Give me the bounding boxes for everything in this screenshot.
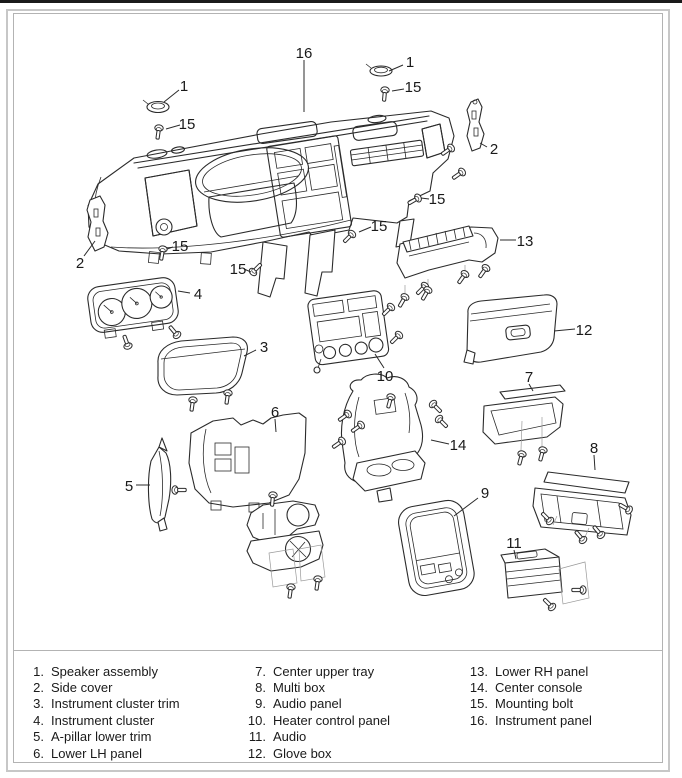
- legend-item: [20, 680, 180, 696]
- legend-item: [464, 664, 592, 680]
- callout-4: 4: [193, 286, 203, 303]
- callout-12: 12: [575, 322, 593, 339]
- part-14-center-console: [341, 374, 425, 502]
- legend-item-label: Glove box: [273, 745, 332, 761]
- legend-item: [242, 713, 390, 729]
- legend-item-number: 3.: [33, 696, 44, 712]
- legend-item-number: 10.: [247, 712, 266, 728]
- legend-item-label: A-pillar lower trim: [51, 729, 152, 745]
- callout-15: 15: [428, 191, 446, 208]
- legend-item-label: Instrument cluster trim: [51, 696, 180, 712]
- callout-14: 14: [449, 437, 467, 454]
- callout-15: 15: [404, 79, 422, 96]
- callout-11: 11: [506, 535, 522, 552]
- legend-item-label: Center console: [495, 679, 583, 695]
- callout-15: 15: [370, 218, 388, 235]
- legend-item-number: 2.: [33, 679, 44, 695]
- legend: [13, 651, 663, 763]
- legend-item-label: Audio: [273, 729, 307, 745]
- callout-2: 2: [75, 255, 85, 272]
- legend-item-label: Side cover: [51, 679, 113, 695]
- callout-13: 13: [516, 233, 534, 250]
- legend-item-number: 11.: [248, 729, 266, 745]
- legend-column-3: [464, 664, 592, 730]
- legend-item-label: Lower RH panel: [495, 663, 589, 679]
- part-11-audio-unit: [501, 549, 589, 604]
- part-5-a-pillar-lower-trim: [148, 438, 170, 531]
- legend-item-number: 9.: [255, 696, 266, 712]
- legend-item: [20, 746, 180, 762]
- part-4-instrument-cluster: [86, 276, 180, 340]
- callout-3: 3: [259, 339, 269, 356]
- legend-item-label: Audio panel: [273, 696, 342, 712]
- callout-10: 10: [376, 368, 394, 385]
- callout-8: 8: [589, 440, 599, 457]
- part-13-lower-rh-panel: [397, 226, 498, 294]
- steering-column-covers: [247, 501, 325, 587]
- legend-item: [464, 696, 592, 712]
- legend-item-label: Heater control panel: [273, 712, 391, 728]
- legend-item: [464, 713, 592, 729]
- legend-item: [242, 680, 390, 696]
- legend-item-number: 13.: [469, 663, 488, 679]
- legend-item-number: 16.: [469, 712, 488, 728]
- legend-item-number: 5.: [33, 729, 44, 745]
- legend-item-label: Mounting bolt: [495, 696, 574, 712]
- part-3-instrument-cluster-trim: [158, 337, 248, 395]
- legend-item-label: Lower LH panel: [51, 745, 143, 761]
- legend-item-number: 15.: [469, 696, 488, 712]
- callout-9: 9: [480, 485, 490, 502]
- top-rule: [0, 0, 682, 3]
- callout-15: 15: [178, 116, 196, 133]
- part-8-multi-box: [533, 472, 631, 537]
- legend-item-number: 1.: [33, 663, 44, 679]
- callout-1: 1: [405, 54, 415, 71]
- legend-item: [242, 729, 390, 745]
- legend-column-2: [242, 664, 390, 762]
- callout-15: 15: [229, 261, 247, 278]
- legend-item-number: 14.: [469, 679, 488, 695]
- part-6-lower-lh-panel: [189, 413, 306, 512]
- legend-item-label: Instrument panel: [495, 712, 592, 728]
- legend-item: [464, 680, 592, 696]
- legend-item: [20, 664, 180, 680]
- legend-item-label: Center upper tray: [273, 663, 375, 679]
- legend-item: [242, 696, 390, 712]
- legend-item: [20, 696, 180, 712]
- callout-5: 5: [124, 478, 134, 495]
- exploded-diagram: [14, 14, 661, 649]
- legend-item-number: 4.: [33, 712, 44, 728]
- legend-item: [242, 664, 390, 680]
- legend-item: [20, 713, 180, 729]
- part-9-audio-panel: [396, 498, 477, 598]
- callout-1: 1: [179, 78, 189, 95]
- legend-item-number: 12.: [247, 745, 266, 761]
- legend-item: [242, 746, 390, 762]
- part-7-center-upper-tray: [483, 385, 565, 450]
- legend-column-1: [20, 664, 180, 762]
- legend-item-number: 8.: [255, 679, 266, 695]
- part-16-instrument-panel: [88, 111, 454, 297]
- legend-item-label: Instrument cluster: [51, 712, 155, 728]
- part-10-heater-control-panel: [307, 290, 389, 373]
- part-12-glove-box: [464, 295, 557, 364]
- callout-16: 16: [295, 45, 313, 62]
- callout-15: 15: [171, 238, 189, 255]
- callout-7: 7: [524, 369, 534, 386]
- legend-item-number: 6.: [33, 745, 44, 761]
- callout-6: 6: [270, 404, 280, 421]
- part-2-side-cover-right: [467, 99, 484, 151]
- diagram-box: [13, 13, 663, 651]
- legend-item-label: Speaker assembly: [51, 663, 158, 679]
- legend-item: [20, 729, 180, 745]
- legend-item-number: 7.: [255, 663, 266, 679]
- callout-2: 2: [489, 141, 499, 158]
- legend-item-label: Multi box: [273, 679, 326, 695]
